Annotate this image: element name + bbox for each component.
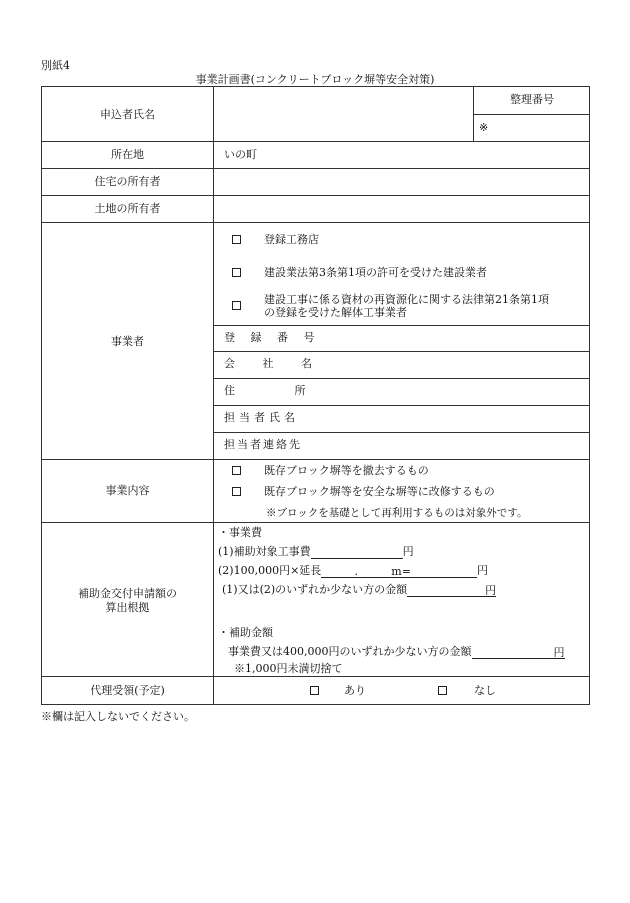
cost-heading: ・事業費 bbox=[218, 526, 262, 539]
option-proxy-no: なし bbox=[474, 684, 496, 697]
eligible-cost-field[interactable] bbox=[311, 546, 403, 559]
page-title: 事業計画書(コンクリートブロック塀等安全対策) bbox=[195, 73, 435, 86]
project-content-label: 事業内容 bbox=[105, 484, 150, 497]
checkbox-registered-builder[interactable] bbox=[232, 235, 241, 244]
company-name-label: 会 社 名 bbox=[224, 357, 313, 370]
registration-number-label: 登 録 番 号 bbox=[224, 331, 316, 344]
attachment-label: 別紙4 bbox=[41, 59, 70, 72]
length-decimal-field[interactable] bbox=[361, 565, 391, 578]
application-form bbox=[41, 86, 590, 705]
checkbox-remove-wall[interactable] bbox=[232, 466, 241, 475]
location-field[interactable]: いの町 bbox=[224, 148, 257, 161]
contact-person-label: 担当者氏名 bbox=[224, 411, 299, 424]
length-integer-field[interactable] bbox=[321, 565, 351, 578]
location-label: 所在地 bbox=[111, 148, 144, 161]
business-label: 事業者 bbox=[111, 335, 144, 348]
contact-info-label: 担当者連絡先 bbox=[224, 438, 302, 451]
address-label: 住 所 bbox=[224, 384, 307, 397]
checkbox-licensed-contractor[interactable] bbox=[232, 268, 241, 277]
subsidy-basis-label-line1: 補助金交付申請額の bbox=[78, 587, 177, 600]
proxy-receipt-label: 代理受領(予定) bbox=[90, 684, 165, 697]
rounding-note: ※1,000円未満切捨て bbox=[234, 662, 343, 675]
cost-line3: (1)又は(2)のいずれか少ない方の金額 円 bbox=[222, 583, 497, 597]
option-remove-wall: 既存ブロック塀等を撤去するもの bbox=[264, 464, 429, 477]
amount-heading: ・補助金額 bbox=[218, 626, 273, 639]
option-proxy-yes: あり bbox=[344, 684, 366, 697]
option-demolition-contractor-line1: 建設工事に係る資材の再資源化に関する法律第21条第1項 bbox=[264, 293, 549, 306]
land-owner-label: 土地の所有者 bbox=[94, 202, 161, 215]
subsidy-basis-label-line2: 算出根拠 bbox=[105, 601, 150, 614]
footer-note: ※欄は記入しないでください。 bbox=[41, 710, 195, 723]
applicant-label: 申込者氏名 bbox=[100, 108, 155, 121]
amount-line: 事業費又は400,000円のいずれか少ない方の金額 円 bbox=[228, 645, 565, 659]
checkbox-proxy-yes[interactable] bbox=[310, 686, 319, 695]
reuse-exclusion-note: ※ブロックを基礎として再利用するものは対象外です。 bbox=[266, 507, 528, 519]
cost-line2: (2)100,000円×延長 . m= 円 bbox=[218, 564, 488, 578]
lesser-cost-field[interactable] bbox=[407, 584, 485, 597]
reference-office-mark: ※ bbox=[479, 121, 489, 134]
checkbox-demolition-contractor[interactable] bbox=[232, 301, 241, 310]
length-cost-field[interactable] bbox=[411, 565, 477, 578]
option-demolition-contractor-line2: の登録を受けた解体工事業者 bbox=[264, 306, 407, 319]
subsidy-amount-field[interactable] bbox=[472, 646, 554, 659]
option-renovate-wall: 既存ブロック塀等を安全な塀等に改修するもの bbox=[264, 485, 495, 498]
option-licensed-contractor: 建設業法第3条第1項の許可を受けた建設業者 bbox=[264, 266, 487, 279]
checkbox-renovate-wall[interactable] bbox=[232, 487, 241, 496]
reference-number-label: 整理番号 bbox=[510, 93, 554, 106]
option-registered-builder: 登録工務店 bbox=[264, 233, 319, 246]
checkbox-proxy-no[interactable] bbox=[438, 686, 447, 695]
cost-line1: (1)補助対象工事費 円 bbox=[218, 545, 414, 558]
house-owner-label: 住宅の所有者 bbox=[94, 175, 161, 188]
